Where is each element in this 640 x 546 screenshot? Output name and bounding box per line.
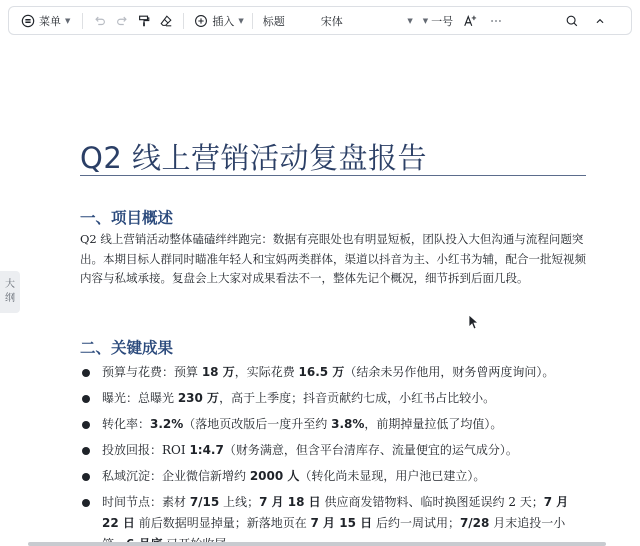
horizontal-scrollbar[interactable]: [28, 542, 606, 546]
list-item[interactable]: [80, 388, 586, 409]
highlighted-figure: 7/28: [459, 516, 490, 530]
key-results-list: [80, 362, 586, 546]
highlighted-figure: 1:4.7: [189, 443, 224, 457]
bullet-icon: [82, 395, 90, 403]
bullet-text: 预算与花费：预算: [102, 365, 202, 379]
font-family-select[interactable]: [321, 7, 413, 34]
toolbar-divider: [183, 13, 184, 29]
highlighted-figure: 2000 人: [249, 469, 300, 483]
document-title[interactable]: Q2 线上营销活动复盘报告: [80, 141, 427, 175]
plus-circle-icon: [190, 10, 212, 32]
bullet-text: 曝光：总曝光: [102, 391, 178, 405]
format-painter-icon[interactable]: [133, 10, 155, 32]
font-family-label: 宋体: [320, 14, 343, 28]
highlighted-figure: 230 万: [177, 391, 220, 405]
highlighted-figure: 7 月 22 日: [102, 495, 569, 530]
list-item[interactable]: [80, 440, 586, 461]
list-item[interactable]: [80, 414, 586, 435]
chevron-down-icon: ▼: [422, 16, 429, 25]
redo-icon[interactable]: [111, 10, 133, 32]
bullet-text: （转化尚未显现，用户池已建立）。: [299, 469, 486, 483]
chevron-down-icon: ▼: [407, 16, 413, 25]
bullet-icon: [82, 421, 90, 429]
font-size-select[interactable]: [423, 7, 453, 34]
undo-icon[interactable]: [89, 10, 111, 32]
editor-toolbar: [8, 6, 632, 35]
bullet-text: 投放回报：ROI: [102, 443, 190, 457]
menu-icon: [17, 10, 39, 32]
bullet-text: 后约一周试用；: [372, 516, 460, 530]
bullet-text: 月末追投一小: [493, 516, 566, 530]
bullet-text: 私域沉淀：企业微信新增约: [102, 469, 250, 483]
highlighted-figure: 7/15: [189, 495, 220, 509]
highlighted-figure: 7 月 18 日: [259, 495, 321, 509]
list-item[interactable]: [80, 466, 586, 487]
eraser-icon[interactable]: [155, 10, 177, 32]
bullet-icon: [82, 499, 90, 507]
menu-button[interactable]: [17, 7, 70, 34]
section-heading[interactable]: 一、项目概述: [80, 209, 174, 227]
collapse-toolbar-icon[interactable]: [589, 10, 611, 32]
bullet-text: （落地页改版后一度升至约: [183, 417, 332, 431]
highlighted-figure: 7 月 15 日: [310, 516, 373, 530]
highlighted-figure: 3.2%: [150, 417, 184, 431]
highlighted-figure: 16.5 万: [298, 365, 345, 379]
outline-tab-label: 大: [5, 279, 15, 290]
outline-tab-label: 纲: [5, 293, 15, 304]
chevron-down-icon: ▼: [238, 16, 244, 25]
chevron-down-icon: ▼: [65, 16, 71, 25]
paragraph-style-label: 标题: [262, 14, 285, 28]
highlighted-figure: 3.8%: [331, 417, 365, 431]
list-item[interactable]: [80, 362, 586, 383]
bullet-text: ，实际花费: [234, 365, 299, 379]
highlighted-figure: 18 万: [201, 365, 235, 379]
bullet-text: 时间节点：素材: [102, 495, 190, 509]
bullet-text: 前后数据明显掉量；新落地页在: [134, 516, 311, 530]
bullet-text: （结余未另作他用，财务曾两度询问）。: [344, 365, 555, 379]
section-heading[interactable]: 二、关键成果: [80, 339, 174, 357]
title-divider: [80, 175, 586, 176]
bullet-text: 上线；: [219, 495, 260, 509]
paragraph-style-select[interactable]: [263, 7, 321, 34]
bullet-icon: [82, 447, 90, 455]
menu-label: 菜单: [39, 14, 61, 28]
overview-paragraph[interactable]: Q2 线上营销活动整体磕磕绊绊跑完：数据有亮眼处也有明显短板，团队投入大但沟通与流程问题突出。本期目标人群同时瞄准年轻人和宝妈两类群体，渠道以抖音为主、小红书为辅，配合一批短视频内容与私域承接。复盘会上大家对成果看法不一，整体先记个概况，细节拆到后面几段。: [80, 232, 586, 285]
insert-button[interactable]: [190, 7, 243, 34]
bullet-text: 供应商发错物料、临时换图延误约 2 天；: [320, 495, 544, 509]
mouse-cursor-icon: [468, 314, 478, 330]
font-size-label: 一号: [431, 14, 454, 28]
bullet-icon: [82, 369, 90, 377]
bullet-text: ，高于上季度；抖音贡献约七成，小红书占比较小。: [219, 391, 496, 405]
more-icon[interactable]: [485, 10, 507, 32]
font-size-increase-icon[interactable]: [459, 10, 481, 32]
bullet-text: ，前期掉量拉低了均值）。: [364, 417, 503, 431]
toolbar-divider: [82, 13, 83, 29]
toolbar-divider: [252, 13, 253, 29]
bullet-icon: [82, 473, 90, 481]
list-item[interactable]: [80, 492, 586, 546]
outline-panel-tab[interactable]: [0, 271, 20, 313]
bullet-text: （财务满意，但含平台清库存、流量便宜的运气成分）。: [223, 443, 518, 457]
search-icon[interactable]: [561, 10, 583, 32]
bullet-text: 转化率：: [102, 417, 151, 431]
insert-label: 插入: [212, 14, 235, 28]
